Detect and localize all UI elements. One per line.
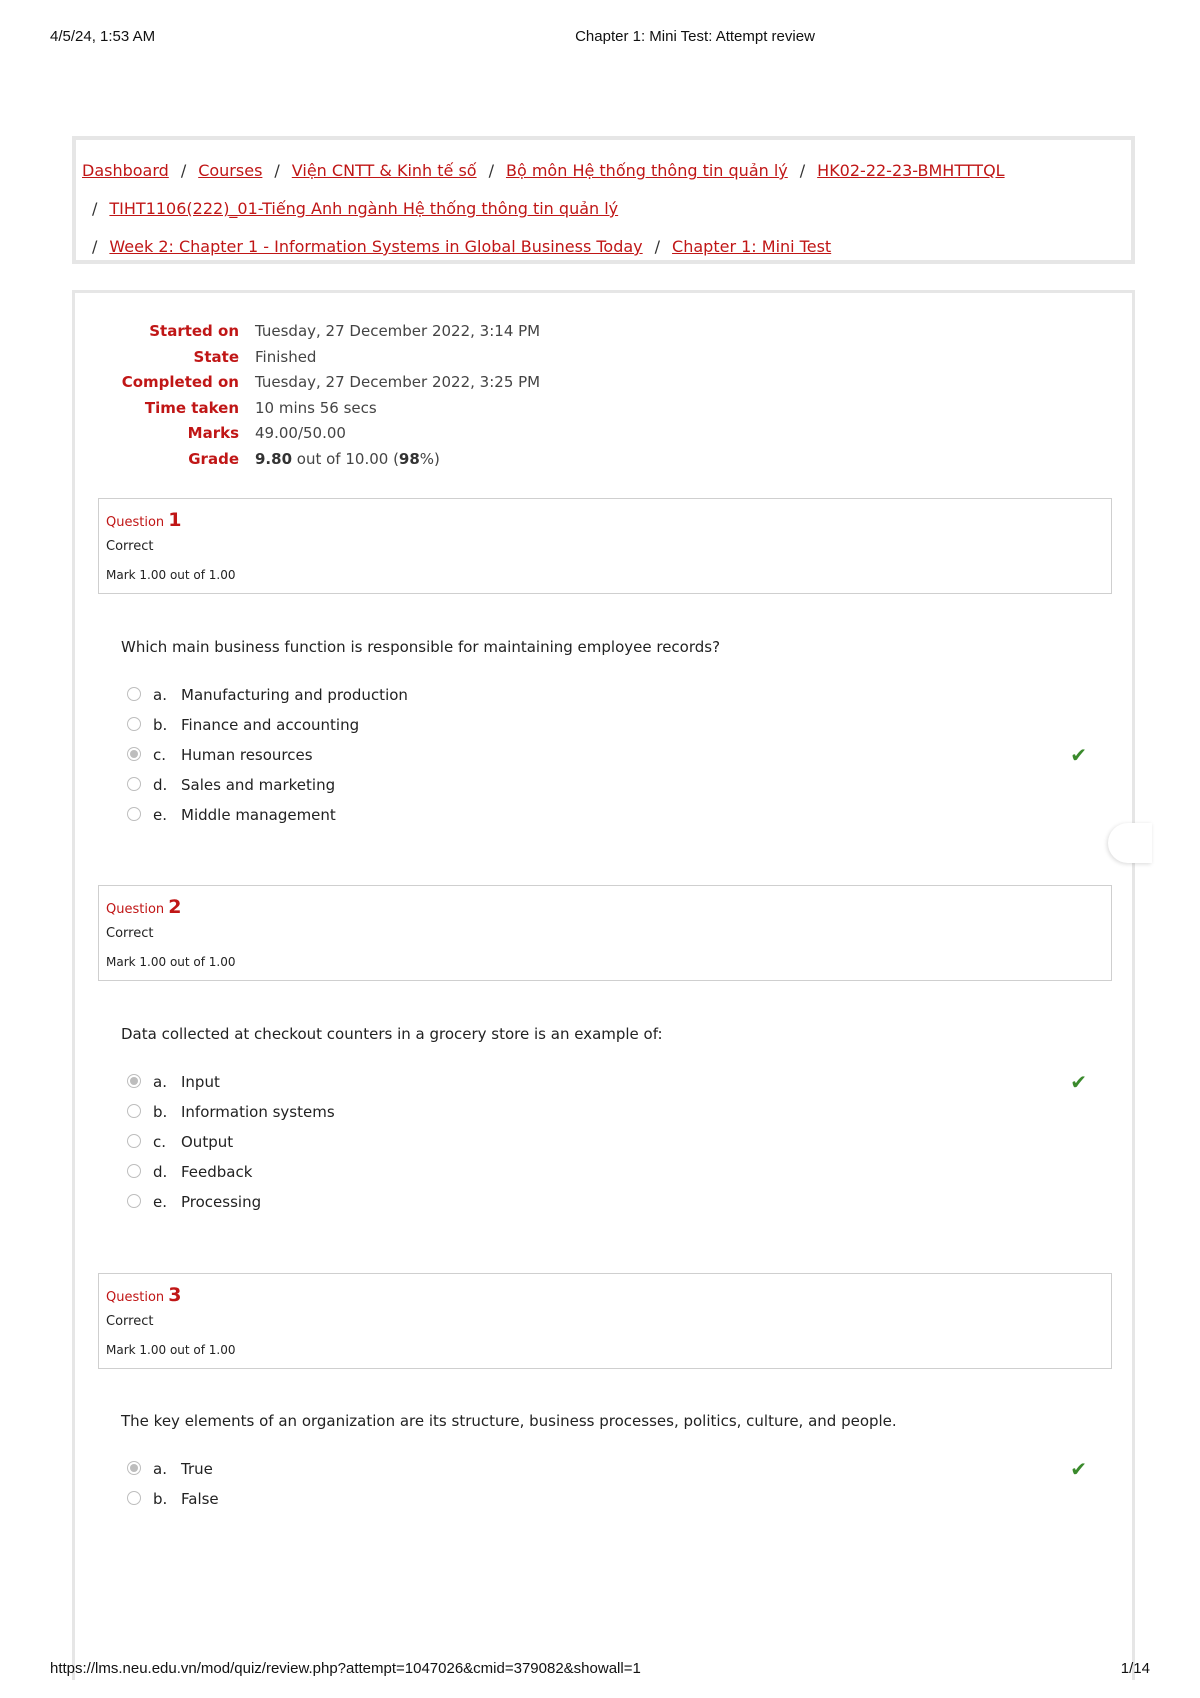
summary-value: Finished	[255, 347, 317, 366]
question-mark: Mark 1.00 out of 1.00	[106, 1343, 236, 1357]
summary-value: 10 mins 56 secs	[255, 398, 377, 417]
breadcrumb-quiz[interactable]: Chapter 1: Mini Test	[672, 237, 832, 256]
breadcrumb-dashboard[interactable]: Dashboard	[82, 161, 169, 180]
radio-button[interactable]	[127, 807, 141, 821]
print-url: https://lms.neu.edu.vn/mod/quiz/review.php?attempt=1047026&cmid=379082&showall=1	[50, 1660, 641, 1677]
answer-option[interactable]	[127, 1127, 1087, 1157]
attempt-summary	[75, 319, 775, 472]
question-label: Question	[106, 1290, 165, 1305]
answer-text: Feedback	[181, 1163, 253, 1181]
check-icon: ✔	[1070, 1457, 1087, 1481]
question-number: 3	[168, 1284, 182, 1306]
answer-text: Processing	[181, 1193, 262, 1211]
question-info	[98, 885, 1112, 981]
answer-letter: a.	[153, 1460, 167, 1478]
breadcrumb-line-2	[82, 190, 1125, 228]
grade-mid: out of 10.00 (	[296, 449, 399, 468]
answer-list	[127, 680, 1087, 830]
answer-option[interactable]	[127, 1067, 1087, 1097]
grade-percent: 98	[398, 449, 420, 468]
question-state: Correct	[106, 539, 154, 554]
answer-option[interactable]	[127, 1454, 1087, 1484]
radio-button-checked[interactable]	[127, 1074, 141, 1088]
question-info	[98, 498, 1112, 594]
answer-text: Output	[181, 1133, 234, 1151]
check-icon: ✔	[1070, 743, 1087, 767]
answer-option[interactable]	[127, 800, 1087, 830]
breadcrumb-courses[interactable]: Courses	[198, 161, 263, 180]
question-text: Which main business function is responsible for maintaining employee records?	[121, 638, 721, 656]
answer-letter: b.	[153, 1490, 168, 1508]
radio-button[interactable]	[127, 1104, 141, 1118]
summary-state-row	[75, 345, 775, 371]
answer-text: Human resources	[181, 746, 313, 764]
quiz-review-region	[72, 290, 1135, 1680]
answer-letter: b.	[153, 1103, 168, 1121]
breadcrumb-separator: /	[180, 161, 187, 180]
question-title	[106, 507, 1111, 533]
question-title	[106, 1282, 1111, 1308]
question-state: Correct	[106, 1314, 154, 1329]
answer-option[interactable]	[127, 1157, 1087, 1187]
breadcrumb-separator: /	[488, 161, 494, 180]
radio-button[interactable]	[127, 717, 141, 731]
print-page-number: 1/14	[1120, 1660, 1150, 1677]
breadcrumb-line-3	[82, 228, 1125, 266]
summary-label: State	[193, 347, 239, 366]
breadcrumb-separator: /	[654, 237, 661, 256]
breadcrumb-separator: /	[92, 199, 98, 218]
print-title: Chapter 1: Mini Test: Attempt review	[575, 28, 815, 45]
question-number: 1	[168, 509, 182, 531]
answer-letter: c.	[153, 746, 167, 764]
breadcrumb-semester[interactable]: HK02-22-23-BMHTTTQL	[817, 161, 1005, 180]
answer-option[interactable]	[127, 680, 1087, 710]
answer-option[interactable]	[127, 1097, 1087, 1127]
summary-label: Marks	[187, 424, 239, 442]
radio-button[interactable]	[127, 1491, 141, 1505]
summary-label: Grade	[188, 449, 239, 468]
answer-list	[127, 1067, 1087, 1217]
summary-value: Tuesday, 27 December 2022, 3:14 PM	[255, 322, 541, 340]
radio-button-checked[interactable]	[127, 1461, 141, 1475]
breadcrumb	[72, 136, 1135, 264]
question-number: 2	[168, 896, 182, 918]
summary-grade-row	[75, 447, 775, 473]
radio-button[interactable]	[127, 1134, 141, 1148]
answer-option[interactable]	[127, 710, 1087, 740]
answer-text: Manufacturing and production	[181, 686, 408, 704]
summary-completed-row	[75, 370, 775, 396]
print-footer	[0, 1660, 1200, 1680]
breadcrumb-institute[interactable]: Viện CNTT & Kinh tế số	[291, 161, 477, 180]
question-mark: Mark 1.00 out of 1.00	[106, 955, 236, 969]
radio-button[interactable]	[127, 1164, 141, 1178]
answer-letter: d.	[153, 1163, 168, 1181]
answer-option[interactable]	[127, 740, 1087, 770]
breadcrumb-week[interactable]: Week 2: Chapter 1 - Information Systems in Global Business Today	[109, 237, 643, 256]
summary-label: Started on	[149, 322, 239, 340]
breadcrumb-course[interactable]: TIHT1106(222)_01-Tiếng Anh ngành Hệ thống thông tin quản lý	[109, 199, 619, 218]
question-text: The key elements of an organization are its structure, business processes, politics, culture, and people.	[121, 1412, 897, 1430]
summary-value: 49.00/50.00	[255, 424, 346, 442]
answer-letter: a.	[153, 1073, 167, 1091]
answer-text: Sales and marketing	[181, 776, 336, 794]
answer-letter: e.	[153, 806, 167, 824]
radio-button-checked[interactable]	[127, 747, 141, 761]
radio-button[interactable]	[127, 1194, 141, 1208]
answer-text: False	[181, 1490, 219, 1508]
question-info	[98, 1273, 1112, 1369]
breadcrumb-separator: /	[274, 161, 280, 180]
answer-letter: a.	[153, 686, 167, 704]
drawer-toggle-tab[interactable]	[1108, 823, 1152, 863]
answer-option[interactable]	[127, 1187, 1087, 1217]
answer-letter: c.	[153, 1133, 167, 1151]
question-title	[106, 894, 1111, 920]
radio-button[interactable]	[127, 777, 141, 791]
summary-label: Completed on	[121, 373, 239, 391]
answer-option[interactable]	[127, 1484, 1087, 1514]
answer-text: Finance and accounting	[181, 716, 360, 734]
summary-grade-value	[255, 447, 440, 473]
print-header	[0, 28, 1200, 48]
print-datetime: 4/5/24, 1:53 AM	[50, 28, 156, 45]
answer-letter: e.	[153, 1193, 167, 1211]
question-state: Correct	[106, 926, 154, 941]
answer-letter: d.	[153, 776, 168, 794]
summary-time-row	[75, 396, 775, 422]
summary-label: Time taken	[144, 398, 239, 417]
breadcrumb-separator: /	[799, 161, 806, 180]
question-label: Question	[106, 902, 165, 917]
question-label: Question	[106, 515, 165, 530]
breadcrumb-department[interactable]: Bộ môn Hệ thống thông tin quản lý	[505, 161, 788, 180]
answer-text: Input	[181, 1073, 220, 1091]
breadcrumb-separator: /	[92, 237, 98, 256]
summary-started-row	[75, 319, 775, 345]
check-icon: ✔	[1070, 1070, 1087, 1094]
answer-list	[127, 1454, 1087, 1514]
question-text: Data collected at checkout counters in a grocery store is an example of:	[121, 1025, 663, 1043]
answer-text: Middle management	[181, 806, 336, 824]
summary-value: Tuesday, 27 December 2022, 3:25 PM	[255, 373, 541, 391]
grade-end: %)	[419, 449, 440, 468]
answer-text: True	[181, 1460, 213, 1478]
summary-marks-row	[75, 421, 775, 447]
breadcrumb-line-1	[82, 152, 1125, 190]
answer-option[interactable]	[127, 770, 1087, 800]
answer-text: Information systems	[181, 1103, 335, 1121]
radio-button[interactable]	[127, 687, 141, 701]
grade-score: 9.80	[255, 449, 293, 468]
answer-letter: b.	[153, 716, 168, 734]
question-mark: Mark 1.00 out of 1.00	[106, 568, 236, 582]
